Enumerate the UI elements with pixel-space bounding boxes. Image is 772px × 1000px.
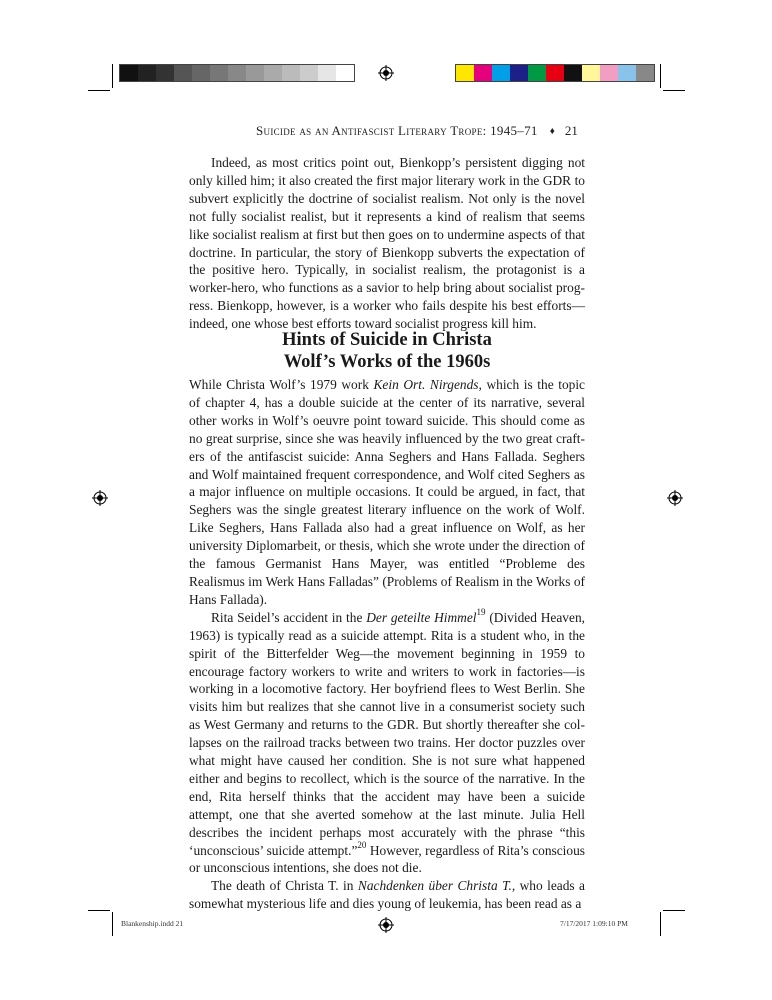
color-swatch	[510, 65, 528, 81]
footnote-ref: 19	[476, 607, 486, 618]
slug-filename: Blankenship.indd 21	[121, 919, 184, 928]
page-number: 21	[564, 123, 578, 138]
crop-mark	[660, 912, 661, 936]
color-swatch	[264, 65, 282, 81]
work-title: Kein Ort. Nirgends,	[373, 377, 482, 392]
color-swatch	[282, 65, 300, 81]
work-title: Nachdenken über Christa T.,	[357, 878, 516, 894]
crop-mark	[663, 90, 685, 91]
color-swatch	[474, 65, 492, 81]
footnote-ref: 20	[357, 840, 367, 851]
gray-swatch-bar	[119, 64, 355, 82]
paragraph-2: While Christa Wolf’s 1979 work Kein Ort. Nirgends, which is the topic of chapter 4, has a double suicide at the center of its narrative, several other works in Wolf’s oeuvre point toward suicide. This should come as no great surprise, since she was heavily influenced by the two great crafters of the antifascist suicide: Anna Seghers and Hans Fallada. Seghers and Wolf maintained frequent correspondence, and Wolf cited Seghers as a major influence on multiple occasions. It could be argued, in fact, that Seghers was the single greatest literary influence on the work of Wolf. Like Seghers, Hans Fallada also had a great influence on Wolf, as her university Diplomarbeit, or thesis, which she wrote under the direction of the famous Germanist Hans Mayer, was entitled “Probleme des Realismus im Werk Hans Falladas” (Problems of Realism in the Works of Hans Fallada).	[189, 377, 586, 607]
color-swatch	[600, 65, 618, 81]
color-swatch	[564, 65, 582, 81]
paragraph-text: Indeed, as most critics point out, Bienkopp’s persistent digging not only killed him; it also created the first major literary work in the GDR to subvert explicitly the doctrine of socialist realism. Not only is the novel not fully socialist realist, but it represents a kind of realism that seems like socialist realism at first but then goes on to undermine aspects of that doctrine. In particular, the story of Bienkopp subverts the expectation of the positive hero. Typically, in socialist realism, the protagonist is a worker-hero, who functions as a savior to help bring about socialist progress. Bienkopp, however, is a worker who fails despite his best efforts—indeed, one whose best efforts toward socialist progress kill him.	[189, 155, 585, 332]
crop-mark	[112, 64, 113, 88]
color-swatch	[174, 65, 192, 81]
paragraph-1	[189, 154, 585, 333]
crop-mark	[660, 64, 661, 88]
section-heading-line: Wolf’s Works of the 1960s	[283, 352, 491, 372]
body-text	[189, 376, 585, 913]
running-header	[256, 123, 586, 139]
diamond-separator-icon: ♦	[549, 126, 555, 137]
registration-mark-icon	[378, 917, 394, 933]
section-heading	[189, 329, 585, 373]
color-swatch	[336, 65, 354, 81]
color-swatch	[156, 65, 174, 81]
color-swatch	[300, 65, 318, 81]
paragraph-3: Rita Seidel’s accident in the Der geteilte Himmel$^{19}$ (Divided Heaven, 1963) is typically read as a suicide attempt. Rita is a student who, in the spirit of the Bitterfelder Weg—the movement beginning in 1959 to encourage factory workers to write and writers to work in factories—is working in a locomotive factory. Her boyfriend flees to West Berlin. She visits him but realizes that she cannot live in a consumerist society such as West Germany and returns to the GDR. But shortly thereafter she collapses on the railroad tracks between two trains. Her doctor puzzles over what might have caused her condition. She is not sure what happened either and begins to recollect, which is the source of the narrative. In the end, Rita herself thinks that the accident may have been a suicide attempt, one that she averted somehow at the last minute. Julia Hell describes the incident perhaps most accurately with the phrase “this ‘unconscious’ suicide attempt.”$^{20}$ However, regardless of Rita’s conscious or unconscious intentions, she does not die.	[189, 607, 586, 876]
registration-mark-icon	[667, 490, 683, 506]
color-swatch	[582, 65, 600, 81]
color-swatch	[192, 65, 210, 81]
crop-mark	[88, 90, 110, 91]
slug-timestamp: 7/17/2017 1:09:10 PM	[560, 919, 628, 928]
section-heading-line: Hints of Suicide in Christa	[282, 330, 492, 350]
color-swatch	[138, 65, 156, 81]
color-swatch	[546, 65, 564, 81]
registration-mark-icon	[378, 65, 394, 81]
color-swatch-bar	[455, 64, 655, 82]
color-swatch	[528, 65, 546, 81]
color-swatch	[120, 65, 138, 81]
registration-mark-icon	[92, 490, 108, 506]
color-swatch	[492, 65, 510, 81]
crop-mark	[112, 912, 113, 936]
running-title: Suicide as an Antifascist Literary Trope: 1945–71	[256, 123, 538, 138]
color-swatch	[318, 65, 336, 81]
paragraph-4: The death of Christa T. in Nachdenken über Christa T., who leads a somewhat mysterious life and dies young of leukemia, has been read as a	[189, 878, 585, 912]
color-swatch	[246, 65, 264, 81]
color-swatch	[636, 65, 654, 81]
color-swatch	[228, 65, 246, 81]
crop-mark	[88, 910, 110, 911]
color-swatch	[456, 65, 474, 81]
color-swatch	[618, 65, 636, 81]
crop-mark	[663, 910, 685, 911]
color-swatch	[210, 65, 228, 81]
work-title: Der geteilte Himmel	[366, 609, 477, 625]
